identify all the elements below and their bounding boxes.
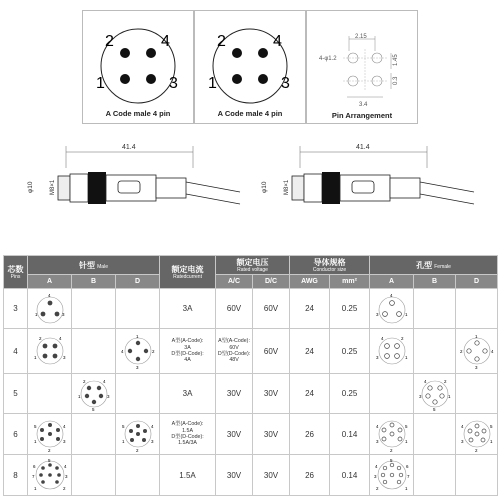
svg-text:1: 1: [404, 355, 408, 360]
connector-drawing-1: [82, 10, 194, 124]
svg-text:3: 3: [62, 355, 66, 360]
male-4pin-face-1: [83, 11, 193, 111]
subheader-ac: A/C: [216, 275, 253, 289]
male-a-pinout: [28, 289, 72, 329]
male-b-pinout: [72, 414, 116, 455]
svg-text:1: 1: [34, 311, 38, 317]
pin-label: 4: [273, 33, 282, 50]
female-a-pinout: [370, 374, 414, 414]
svg-text:1: 1: [447, 393, 451, 399]
header-voltage: 额定电压 Rated voltage: [216, 256, 290, 275]
svg-text:1: 1: [404, 311, 408, 317]
svg-text:2: 2: [151, 349, 155, 354]
male-a-pinout: [28, 329, 72, 374]
svg-text:2: 2: [400, 336, 404, 341]
female-a-pinout: [370, 414, 414, 455]
subheader-dc: D/C: [253, 275, 290, 289]
pin-count: 6: [4, 414, 28, 455]
table-row: [4, 455, 498, 496]
table-row: [4, 329, 498, 374]
female-b-pinout: [414, 289, 456, 329]
female-d-pinout: [456, 414, 498, 455]
pin-label: 3: [281, 75, 290, 92]
awg: 26: [290, 455, 330, 496]
svg-text:4: 4: [47, 292, 51, 298]
connector-drawing-2: [194, 10, 306, 124]
dim-top: 2.15: [355, 34, 367, 40]
voltage-ac: 30V: [216, 455, 253, 496]
svg-text:2: 2: [38, 336, 42, 341]
svg-text:1: 1: [489, 439, 493, 444]
awg: 24: [290, 289, 330, 329]
voltage-dc: 30V: [253, 374, 290, 414]
svg-text:4: 4: [58, 336, 62, 341]
female-b-pinout: [414, 329, 456, 374]
voltage-ac: A型(A-Code): 60V D型(D-Code): 48V: [216, 329, 253, 374]
svg-text:1: 1: [404, 486, 408, 491]
svg-text:2: 2: [62, 486, 66, 491]
rated-current: A型(A-Code): 1.5A D型(D-Code): 1.5A/3A: [160, 414, 216, 455]
svg-text:3: 3: [62, 439, 66, 444]
pin-label: 1: [96, 75, 105, 92]
dim-right-top: 1.45: [393, 54, 399, 66]
svg-text:4: 4: [102, 378, 106, 384]
svg-text:3: 3: [418, 393, 422, 399]
mm2: 0.25: [330, 374, 370, 414]
male-a-pinout: [28, 414, 72, 455]
svg-text:4: 4: [62, 424, 66, 429]
cable-drawing-1: [27, 144, 240, 204]
female-d-pinout: [456, 289, 498, 329]
dim-hole: 4-φ1.2: [319, 56, 337, 62]
rated-current: A型(A-Code): 3A D型(D-Code): 4A: [160, 329, 216, 374]
male-b-pinout: [72, 455, 116, 496]
svg-text:2: 2: [375, 486, 379, 491]
male-d-pinout: [116, 329, 160, 374]
voltage-dc: 60V: [253, 329, 290, 374]
svg-text:1: 1: [33, 355, 37, 360]
svg-text:3: 3: [373, 474, 377, 479]
cable-thread: M8×1: [50, 179, 56, 195]
svg-text:2: 2: [474, 448, 478, 453]
female-a-pinout: [370, 455, 414, 496]
pin-count: 3: [4, 289, 28, 329]
male-a-pinout: [28, 455, 72, 496]
male-d-pinout: [116, 455, 160, 496]
cable-diameter: φ10: [261, 181, 268, 193]
table-row: [4, 289, 498, 329]
connector-caption: A Code male 4 pin: [105, 109, 171, 118]
table-row: [4, 374, 498, 414]
svg-text:4: 4: [150, 424, 154, 429]
connector-caption: A Code male 4 pin: [217, 109, 283, 118]
svg-text:6: 6: [405, 464, 409, 469]
svg-text:3: 3: [106, 393, 110, 399]
male-a-pinout: [28, 374, 72, 414]
svg-text:1: 1: [77, 393, 81, 399]
voltage-dc: 60V: [253, 289, 290, 329]
header-male: 针型 Male: [28, 256, 160, 275]
awg: 24: [290, 374, 330, 414]
male-b-pinout: [72, 329, 116, 374]
svg-text:5: 5: [121, 424, 125, 429]
mm2: 0.25: [330, 329, 370, 374]
mm2: 0.14: [330, 414, 370, 455]
svg-text:1: 1: [404, 439, 408, 444]
svg-text:3: 3: [135, 365, 139, 370]
voltage-ac: 30V: [216, 414, 253, 455]
female-a-pinout: [370, 289, 414, 329]
svg-text:1: 1: [33, 486, 37, 491]
male-d-pinout: [116, 414, 160, 455]
voltage-dc: 30V: [253, 455, 290, 496]
svg-text:3: 3: [64, 474, 68, 479]
dim-right-bottom: 0.3: [393, 76, 399, 85]
cable-drawing-2: [261, 144, 474, 204]
svg-text:1: 1: [33, 439, 37, 444]
awg: 24: [290, 329, 330, 374]
spec-table: [3, 255, 498, 496]
svg-text:6: 6: [32, 464, 36, 469]
cable-length: 41.4: [356, 144, 370, 151]
svg-text:7: 7: [406, 474, 410, 479]
svg-text:5: 5: [389, 458, 393, 463]
svg-text:2: 2: [389, 448, 393, 453]
pin-arrangement-caption: Pin Arrangement: [331, 111, 393, 120]
svg-text:3: 3: [474, 365, 478, 370]
subheader-female-d: D: [456, 275, 498, 289]
pin-label: 2: [217, 33, 226, 50]
svg-text:4: 4: [63, 464, 67, 469]
pin-label: 3: [169, 75, 178, 92]
svg-text:2: 2: [135, 448, 139, 453]
pin-arrangement-drawing: [306, 10, 418, 124]
svg-text:5: 5: [404, 424, 408, 429]
rated-current: 3A: [160, 289, 216, 329]
svg-text:3: 3: [375, 355, 379, 360]
female-b-pinout: [414, 374, 456, 414]
svg-text:3: 3: [150, 439, 154, 444]
cable-length: 41.4: [122, 144, 136, 151]
svg-text:3: 3: [375, 311, 379, 317]
svg-text:5: 5: [91, 406, 95, 412]
pin-label: 4: [161, 33, 170, 50]
table-row: [4, 414, 498, 455]
male-b-pinout: [72, 289, 116, 329]
header-conductor: 导体规格 Conductor size: [290, 256, 370, 275]
rated-current: 1.5A: [160, 455, 216, 496]
svg-text:3: 3: [375, 439, 379, 444]
svg-text:1: 1: [135, 334, 139, 339]
svg-text:4: 4: [490, 349, 494, 354]
subheader-awg: AWG: [290, 275, 330, 289]
male-4pin-face-2: [195, 11, 305, 111]
svg-text:1: 1: [121, 439, 125, 444]
pin-label: 2: [105, 33, 114, 50]
voltage-dc: 30V: [253, 414, 290, 455]
pin-count: 5: [4, 374, 28, 414]
svg-text:4: 4: [389, 292, 393, 298]
svg-text:4: 4: [460, 424, 464, 429]
svg-text:4: 4: [380, 336, 384, 341]
svg-text:1: 1: [474, 334, 478, 339]
male-b-pinout: [72, 374, 116, 414]
voltage-ac: 30V: [216, 374, 253, 414]
mm2: 0.14: [330, 455, 370, 496]
subheader-female-b: B: [414, 275, 456, 289]
svg-text:2: 2: [459, 349, 463, 354]
subheader-female-a: A: [370, 275, 414, 289]
svg-text:2: 2: [82, 378, 86, 384]
pin-label: 1: [208, 75, 217, 92]
pin-arrangement-diagram: [307, 11, 417, 111]
svg-text:4: 4: [423, 378, 427, 384]
cable-thread: M8×1: [284, 179, 290, 195]
cable-diameter: φ10: [27, 181, 34, 193]
svg-text:5: 5: [47, 458, 51, 463]
awg: 26: [290, 414, 330, 455]
svg-text:5: 5: [33, 424, 37, 429]
header-current: 额定电流 Ratedcurrent: [160, 256, 216, 289]
svg-text:5: 5: [432, 406, 436, 412]
female-d-pinout: [456, 455, 498, 496]
svg-text:3: 3: [61, 311, 65, 317]
female-d-pinout: [456, 329, 498, 374]
pin-count: 4: [4, 329, 28, 374]
svg-text:4: 4: [375, 424, 379, 429]
svg-text:2: 2: [443, 378, 447, 384]
male-d-pinout: [116, 289, 160, 329]
svg-text:7: 7: [31, 474, 35, 479]
voltage-ac: 60V: [216, 289, 253, 329]
subheader-mm2: mm²: [330, 275, 370, 289]
cable-drawings: [0, 138, 500, 220]
svg-text:5: 5: [489, 424, 493, 429]
svg-text:4: 4: [374, 464, 378, 469]
svg-text:3: 3: [460, 439, 464, 444]
female-b-pinout: [414, 414, 456, 455]
subheader-male-a: A: [28, 275, 72, 289]
svg-text:2: 2: [47, 448, 51, 453]
header-pins: 芯数 Pins: [4, 256, 28, 289]
dim-bottom: 3.4: [359, 102, 368, 108]
subheader-male-d: D: [116, 275, 160, 289]
svg-text:4: 4: [120, 349, 124, 354]
mm2: 0.25: [330, 289, 370, 329]
female-d-pinout: [456, 374, 498, 414]
male-d-pinout: [116, 374, 160, 414]
subheader-male-b: B: [72, 275, 116, 289]
female-b-pinout: [414, 455, 456, 496]
female-a-pinout: [370, 329, 414, 374]
header-female: 孔型 Female: [370, 256, 498, 275]
pin-count: 8: [4, 455, 28, 496]
rated-current: 3A: [160, 374, 216, 414]
